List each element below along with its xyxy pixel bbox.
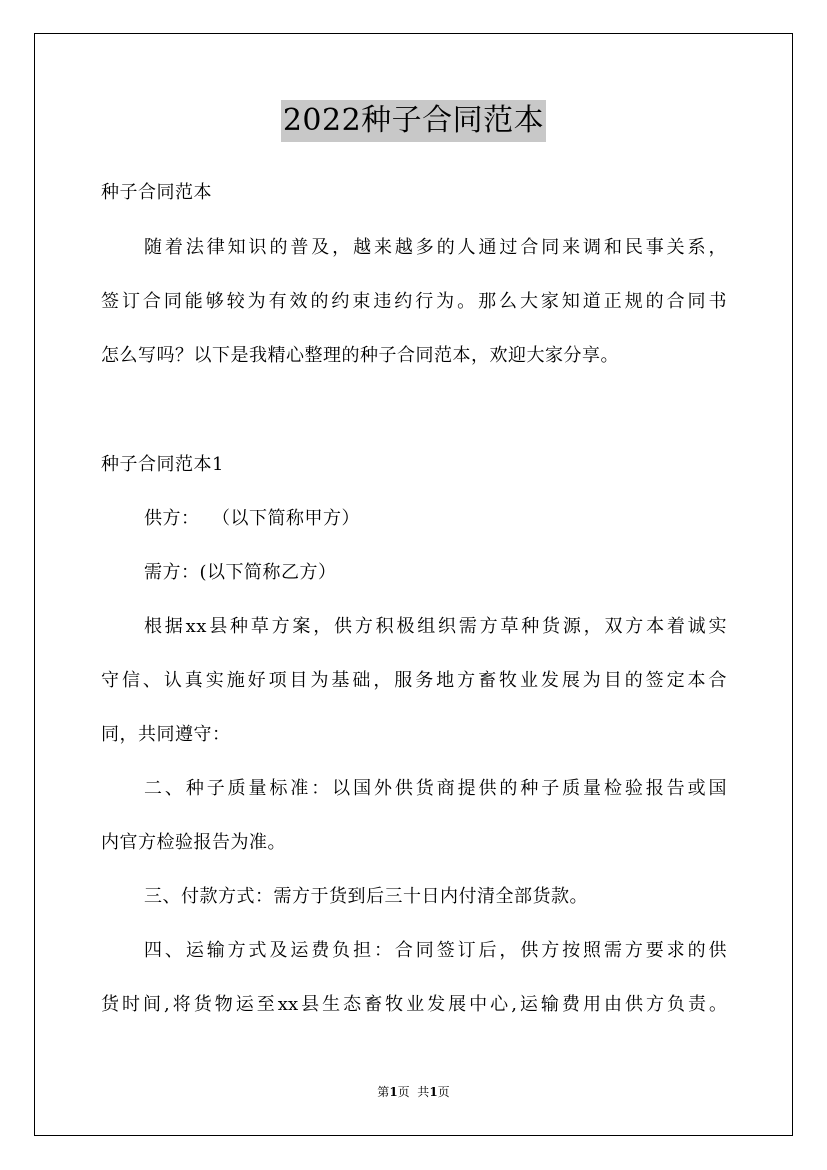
footer-page-number: 1 bbox=[389, 1085, 398, 1099]
section-heading-1: 种子合同范本1 bbox=[101, 454, 224, 475]
footer-mid: 页 共 bbox=[397, 1085, 430, 1099]
quality-line-2: 内官方检验报告为准。 bbox=[101, 832, 286, 853]
footer-suffix: 页 bbox=[437, 1085, 450, 1099]
title-container bbox=[0, 100, 827, 142]
intro-line-1: 随着法律知识的普及，越来越多的人通过合同来调和民事关系， bbox=[144, 237, 727, 258]
transport-line-1: 四、运输方式及运费负担：合同签订后，供方按照需方要求的供 bbox=[144, 940, 727, 961]
subtitle: 种子合同范本 bbox=[101, 182, 212, 203]
payment-line: 三、付款方式：需方于货到后三十日内付清全部货款。 bbox=[144, 886, 588, 907]
page-footer bbox=[0, 1084, 827, 1100]
document-title: 2022种子合同范本 bbox=[281, 100, 546, 142]
footer-total-pages: 1 bbox=[429, 1085, 438, 1099]
basis-line-3: 同，共同遵守： bbox=[101, 724, 231, 745]
basis-line-1: 根据xx县种草方案，供方积极组织需方草种货源，双方本着诚实 bbox=[144, 616, 727, 637]
supplier-line: 供方： （以下简称甲方） bbox=[144, 508, 360, 529]
transport-line-2: 货时间,将货物运至xx县生态畜牧业发展中心,运输费用由供方负责。 bbox=[101, 994, 727, 1015]
basis-line-2: 守信、认真实施好项目为基础，服务地方畜牧业发展为目的签定本合 bbox=[101, 670, 727, 691]
quality-line-1: 二、种子质量标准：以国外供货商提供的种子质量检验报告或国 bbox=[144, 778, 727, 799]
footer-prefix: 第 bbox=[377, 1085, 390, 1099]
intro-line-2: 签订合同能够较为有效的约束违约行为。那么大家知道正规的合同书 bbox=[101, 291, 727, 312]
buyer-line: 需方：(以下简称乙方） bbox=[144, 562, 337, 583]
intro-line-3: 怎么写吗？以下是我精心整理的种子合同范本，欢迎大家分享。 bbox=[101, 345, 619, 366]
